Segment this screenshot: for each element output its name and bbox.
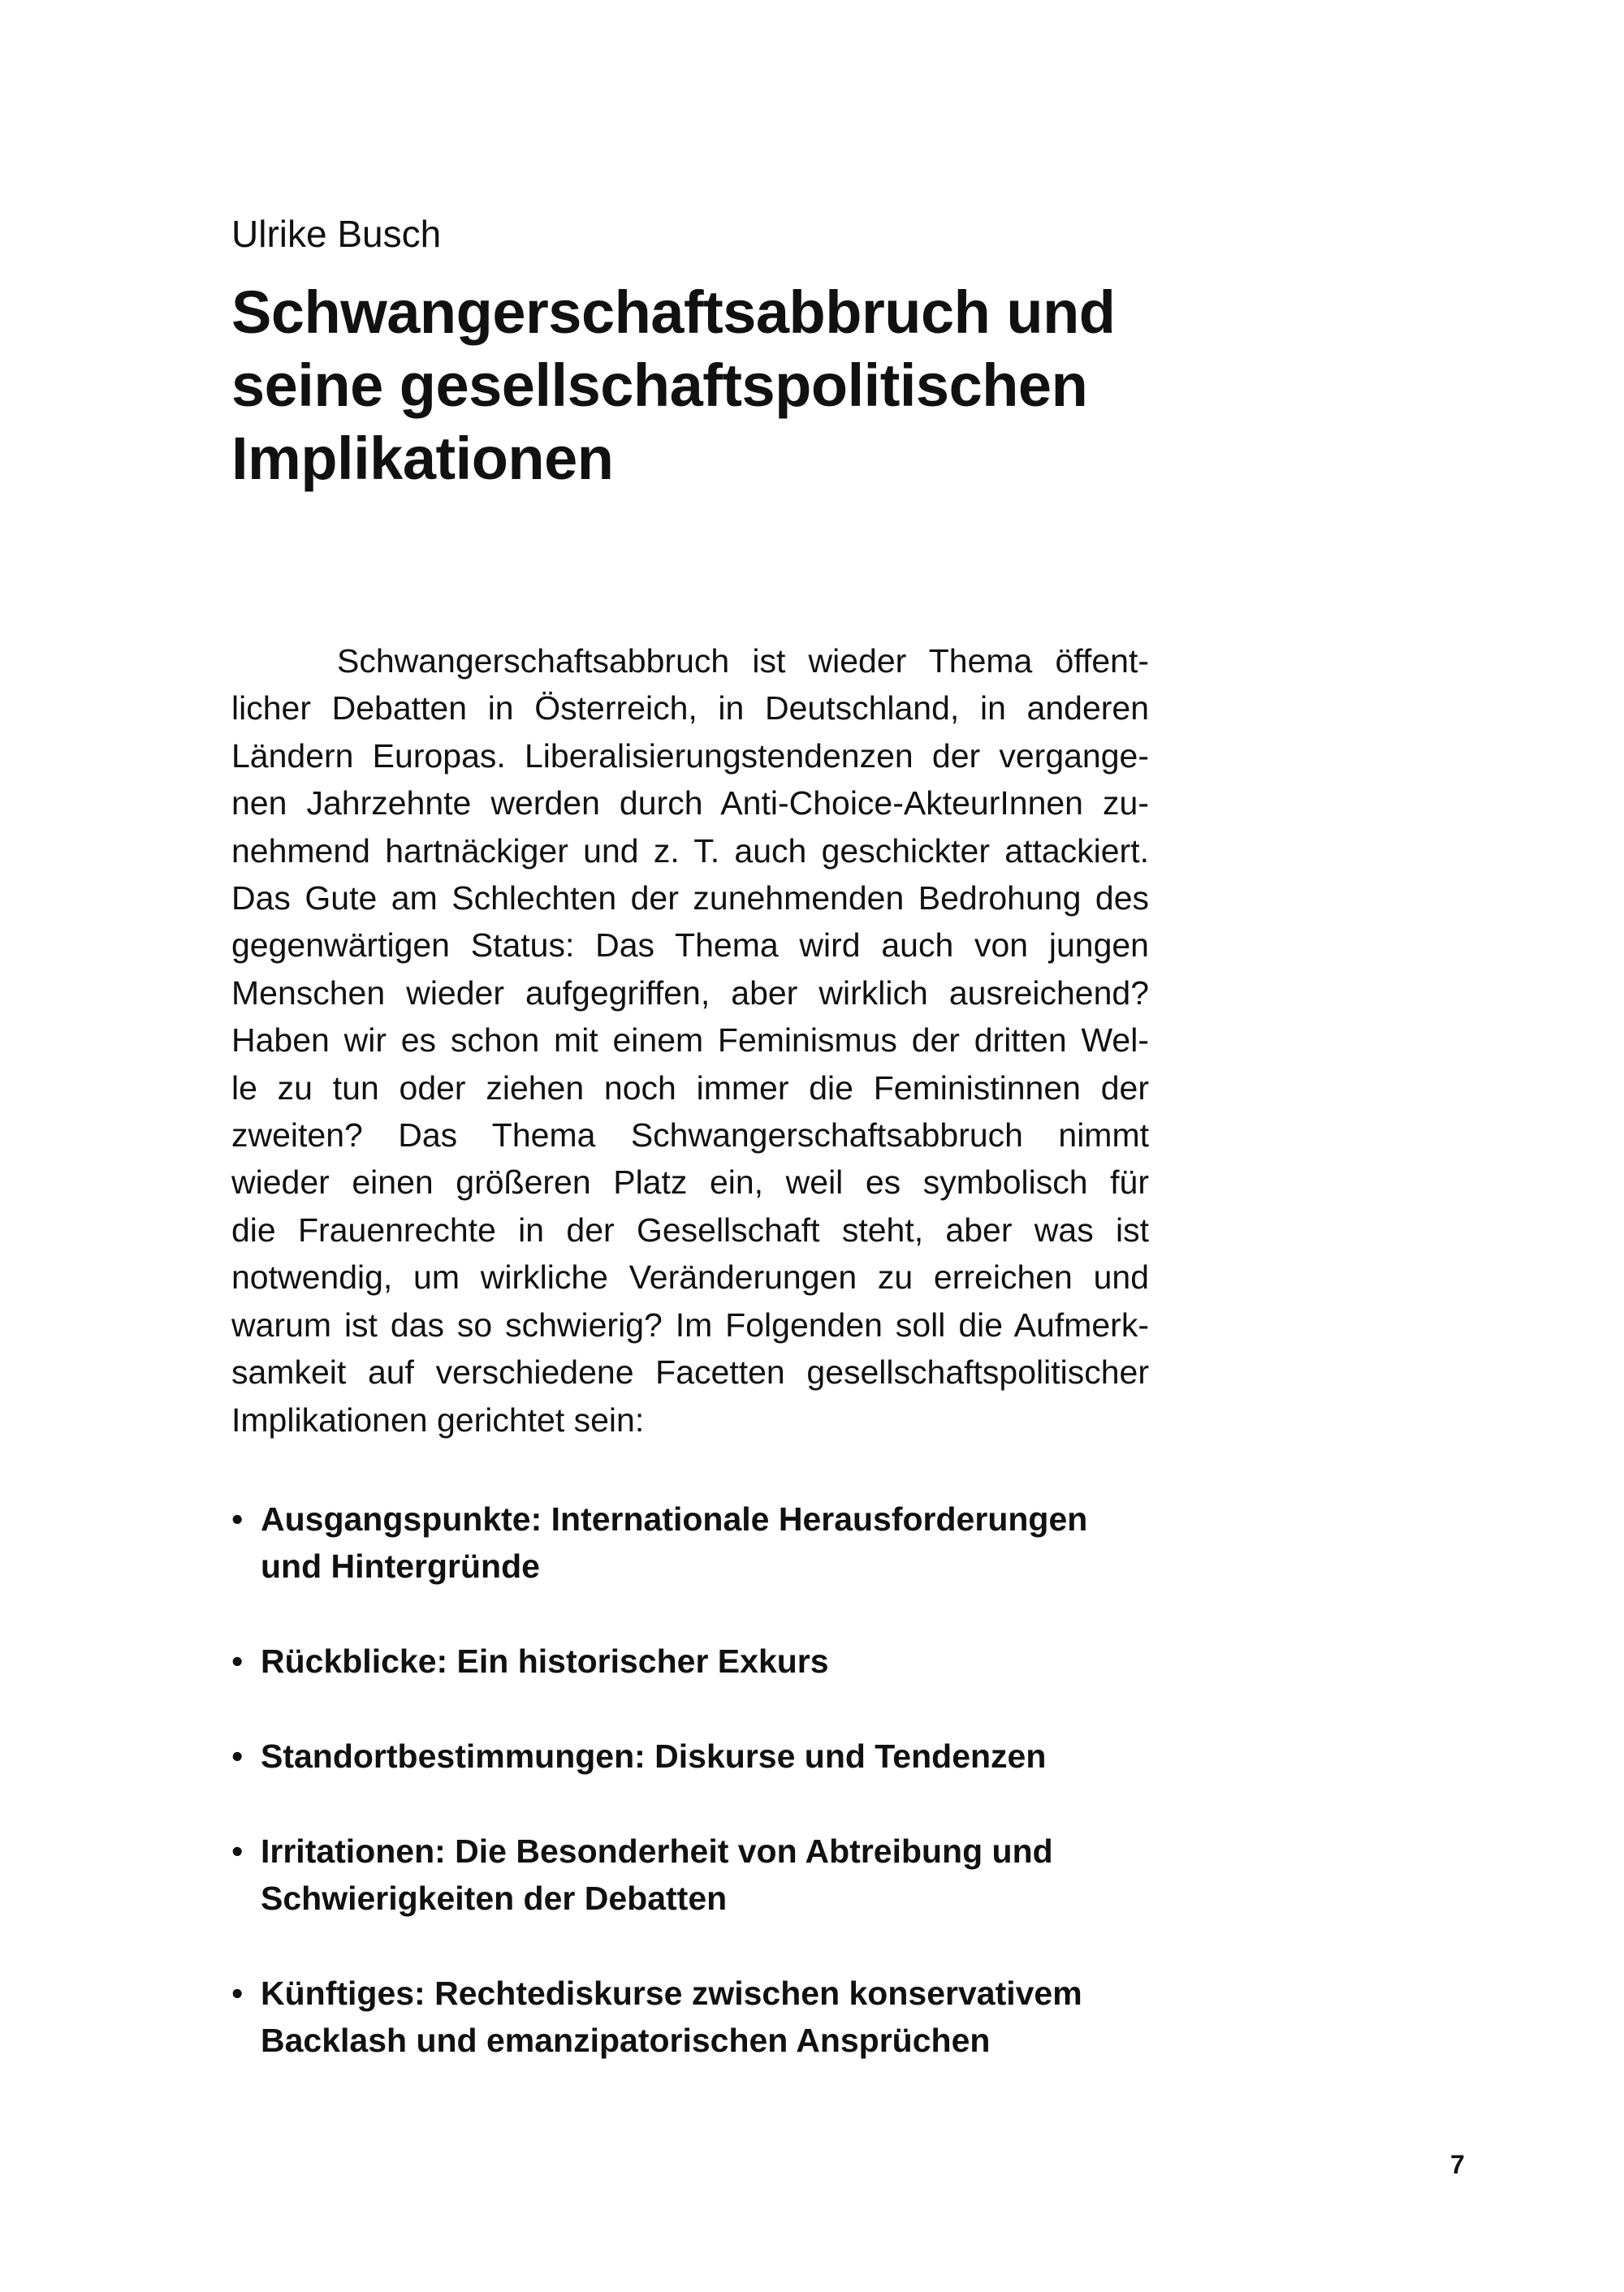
paragraph-line: Ländern Europas. Liberalisierungstendenzen der vergange- [231,736,1149,775]
topic-line: Schwierigkeiten der Debatten [261,1880,728,1917]
paragraph-line: nen Jahrzehnte werden durch Anti-Choice-AkteurInnen zu- [231,784,1149,822]
paragraph-line: wieder einen größeren Platz ein, weil es symbolisch für [231,1163,1149,1202]
bullet-icon: • [231,1975,244,2012]
intro-paragraph [231,637,1149,1444]
author-name: Ulrike Busch [231,213,442,255]
chapter-title-line: Implikationen [231,425,614,492]
paragraph-line: die Frauenrechte in der Gesellschaft steht, aber was ist [231,1211,1149,1249]
topic-line: Künftiges: Rechtediskurse zwischen konservativem [261,1975,1082,2012]
topic-line: Backlash und emanzipatorischen Ansprüchen [261,2022,991,2059]
paragraph-line: gegenwärtigen Status: Das Thema wird auch von jungen [231,926,1149,965]
topic-item [231,1828,1165,1922]
topic-item [231,1970,1165,2064]
topic-item [231,1496,1165,1590]
paragraph-line: licher Debatten in Österreich, in Deutschland, in anderen [231,689,1149,727]
paragraph-line: Schwangerschaftsabbruch ist wieder Thema öffent- [337,642,1149,680]
bullet-icon: • [231,1737,244,1775]
topic-line: Ausgangspunkte: Internationale Herausforderungen [261,1500,1088,1538]
topic-line: Standortbestimmungen: Diskurse und Tendenzen [261,1737,1047,1775]
paragraph-line: notwendig, um wirkliche Veränderungen zu erreichen und [231,1258,1149,1297]
topic-item [231,1733,1165,1780]
bullet-icon: • [231,1642,244,1680]
paragraph-line: zweiten? Das Thema Schwangerschaftsabbruch nimmt [231,1116,1149,1155]
topic-item [231,1638,1165,1685]
paragraph-line: Implikationen gerichtet sein: [231,1401,645,1439]
topic-line: Irritationen: Die Besonderheit von Abtreibung und [261,1832,1053,1870]
paragraph-line: nehmend hartnäckiger und z. T. auch geschickter attackiert. [231,831,1149,870]
paragraph-line: warum ist das so schwierig? Im Folgenden soll die Aufmerk- [231,1306,1149,1344]
bullet-icon: • [231,1832,244,1870]
page-number: 7 [1450,2150,1465,2179]
paragraph-line: samkeit auf verschiedene Facetten gesellschaftspolitischer [231,1353,1149,1392]
chapter-title-line: seine gesellschaftspolitischen [231,352,1088,419]
topic-line: und Hintergründe [261,1547,540,1585]
paragraph-line: Haben wir es schon mit einem Feminismus der dritten Wel- [231,1021,1149,1060]
topic-list [231,1496,1165,2112]
paragraph-line: Menschen wieder aufgegriffen, aber wirklich ausreichend? [231,973,1149,1012]
chapter-title-line: Schwangerschaftsabbruch und [231,278,1116,346]
bullet-icon: • [231,1500,244,1538]
paragraph-line: Das Gute am Schlechten der zunehmenden Bedrohung des [231,879,1149,917]
topic-line: Rückblicke: Ein historischer Exkurs [261,1642,829,1680]
chapter-title [231,276,1287,495]
paragraph-line: le zu tun oder ziehen noch immer die Feministinnen der [231,1068,1149,1107]
